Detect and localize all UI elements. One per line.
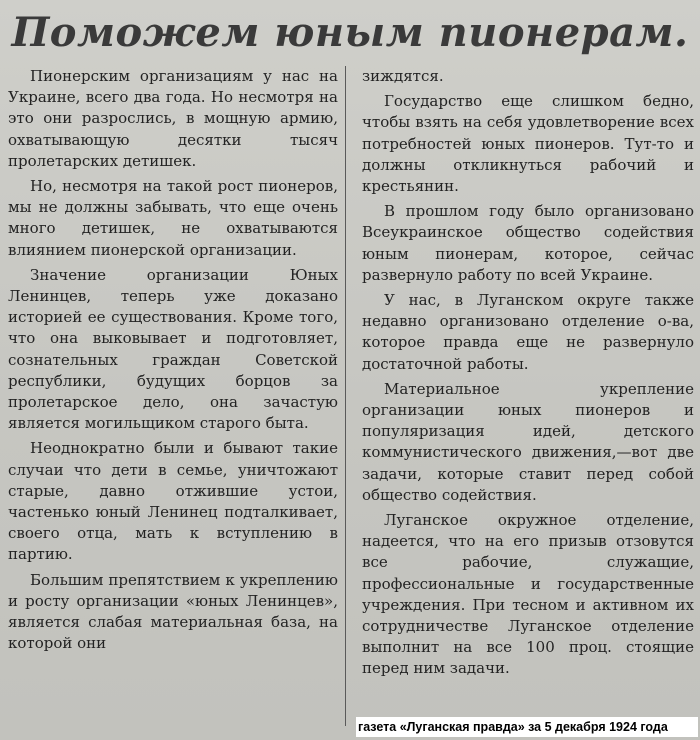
article-headline: Поможем юным пионерам. xyxy=(11,9,689,56)
paragraph: Пионерским организациям у нас на Украине, всего два года. Но несмотря на это они разрослись, в мощную армию, охватывающую десятки тысяч пролетарских детишек. xyxy=(8,67,338,170)
source-caption: газета «Луганская правда» за 5 декабря 1924 года xyxy=(356,717,698,737)
paragraph: У нас, в Луганском округе также недавно организовано отделение о-ва, которое правда еще не развернуло достаточной работы. xyxy=(362,291,694,373)
paragraph: В прошлом году было организовано Всеукраинское общество содействия юным пионерам, которое, сейчас развернуло работу по всей Украине. xyxy=(362,202,694,284)
paragraph-continuation: зиждятся. xyxy=(362,67,444,85)
paragraph: Неоднократно были и бывают такие случаи что дети в семье, уничтожают старые, давно отжившие устои, частенько юный Ленинец подталкивает, своего отца, мать к вступлению в партию. xyxy=(8,439,338,564)
paragraph: Значение организации Юных Ленинцев, теперь уже доказано историей ее существования. Кроме того, что она выковывает и подготовляет, сознательных граждан Советской республики, будущих борцов за пролетарское дело, она зачастую является могильщиком старого быта. xyxy=(8,265,338,433)
column-divider xyxy=(345,66,346,726)
paragraph: Материальное укрепление организации юных пионеров и популяризация идей, детского коммунистического движения,—вот две задачи, которые ставит перед собой общество содействия. xyxy=(362,379,694,504)
right-column xyxy=(362,66,694,684)
paragraph: Луганское окружное отделение, надеется, что на его призыв отзовутся все рабочие, служащие, профессиональные и государственные учреждения. При тесном и активном их сотрудничестве Луганское отделение выполнит на все 100 проц. стоящие перед ним задачи. xyxy=(362,511,694,678)
paragraph: Государство еще слишком бедно, чтобы взять на себя удовлетворение всех потребностей юных пионеров. Тут-то и должны откликнуться рабочий и крестьянин. xyxy=(362,92,694,196)
paragraph: Большим препятствием к укреплению и росту организации «юных Ленинцев», является слабая материальная база, на которой они xyxy=(8,570,338,653)
paragraph: Но, несмотря на такой рост пионеров, мы не должны забывать, что еще очень много детишек, не охватываются влиянием пионерской организации. xyxy=(8,177,338,259)
left-column xyxy=(8,66,338,658)
